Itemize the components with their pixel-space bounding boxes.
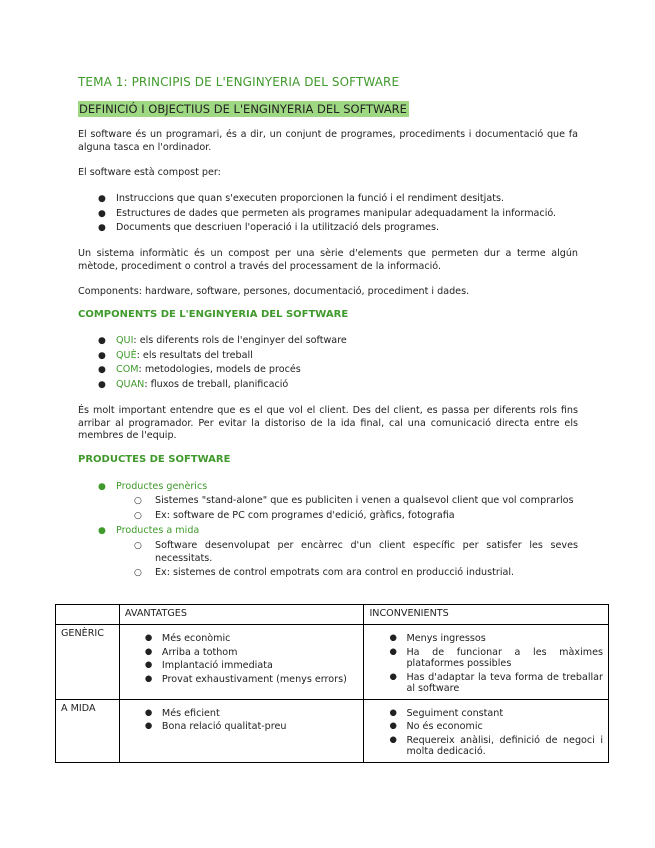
bullet-icon: ● [389,734,397,745]
bullet-icon: ● [98,365,106,375]
bullet-icon: ● [389,646,397,657]
custom-disadvantages-cell [364,699,609,762]
bullet-icon: ● [98,336,106,346]
bullet-icon: ● [144,660,153,670]
list-item: ● QUÈ: els resultats del treball [78,349,347,364]
bullet-icon: ● [144,646,153,657]
generic-disadvantages-cell [364,625,609,700]
list-item: ● Seguiment constant [389,707,504,719]
list-item: ● COM: metodologies, models de procés [78,363,347,378]
bullet-icon: ● [144,721,153,731]
products-custom-sublist [78,540,578,582]
circle-bullet-icon: ○ [134,568,142,578]
row-label-custom: A MIDA [56,699,120,762]
list-item: ● Requereix anàlisi, definició de negoci i molta dedicació. [389,734,603,757]
list-item: ● Bona relació qualitat-preu [144,721,287,732]
list-item: ● Estructures de dades que permeten als programes manipular adequadament la informació. [78,207,556,222]
circle-bullet-icon: ○ [134,496,142,506]
list-item: ○ Sistemes "stand-alone" que es publiciten i venen a qualsevol client que vol comprarlos [134,495,574,506]
bullet-icon: ● [98,194,106,204]
bullet-icon: ● [98,350,106,361]
products-generic-sublist [78,495,578,524]
list-item: ● Menys ingressos [389,633,486,644]
list-item: ○ Software desenvolupat per encàrrec d'un client específic per satisfer les seves necessitats. [134,540,578,564]
composition-list [78,192,556,236]
custom-advantages-cell [119,699,364,762]
bullet-icon: ● [144,707,153,718]
circle-bullet-icon: ○ [134,510,142,521]
paragraph-client-communication: És molt important entendre que es el que vol el client. Des del client, es passa per diferents rols fins arribar al programador. Per evitar la distoriso de la ida final, cal una comunicació directa entre els membres de l'equip. [78,405,578,441]
list-item: ● No és economic [389,721,483,732]
list-item: ● QUAN: fluxos de treball, planificació [78,378,347,393]
bullet-icon: ● [98,482,106,492]
products-custom-item [78,524,199,539]
paragraph-system-definition: Un sistema informàtic és un compost per una sèrie d'elements que permeten dur a terme algún mètode, procediment o control a través del processament de la informació. [78,248,578,272]
list-item: ● Productes a mida [78,524,199,539]
table-header-row [56,605,609,625]
list-item: ● Implantació immediata [144,660,273,671]
components-list [78,334,347,392]
list-item: ● QUI: els diferents rols de l'enginyer del software [78,334,347,349]
list-item: ● Més eficient [144,707,220,719]
bullet-icon: ● [98,526,106,536]
bullet-icon: ● [144,673,153,684]
bullet-icon: ● [144,633,153,643]
products-generic-item [78,480,207,495]
list-item: ● Arriba a tothom [144,646,238,658]
paragraph-composition-intro: El software està compost per: [78,167,221,178]
bullet-icon: ● [389,633,397,643]
list-item: ● Documents que descriuen l'operació i la utilització dels programes. [78,221,556,236]
paragraph-software-definition: El software és un programari, és a dir, un conjunt de programes, procediments i documentació que fa alguna tasca en l'ordinador. [78,129,578,153]
bullet-icon: ● [98,223,106,233]
column-header-disadvantages: INCONVENIENTS [364,605,609,625]
list-item: ● Ha de funcionar a les màximes plataformes possibles [389,646,603,669]
table-row [56,625,609,700]
bullet-icon: ● [98,208,106,219]
bullet-icon: ● [389,721,397,731]
row-label-generic: GENÈRIC [56,625,120,700]
table-corner-cell [56,605,120,625]
list-item: ○ Ex: software de PC com programes d'edició, gràfics, fotografia [134,509,455,521]
list-item: ● Has d'adaptar la teva forma de treballar al software [389,671,603,694]
heading-products: PRODUCTES DE SOFTWARE [78,454,231,465]
circle-bullet-icon: ○ [134,541,142,551]
column-header-advantages: AVANTATGES [119,605,364,625]
table-row [56,699,609,762]
heading-components: COMPONENTS DE L'ENGINYERIA DEL SOFTWARE [78,309,349,320]
bullet-icon: ● [389,671,397,682]
list-item: ● Més econòmic [144,633,231,644]
list-item: ● Productes genèrics [78,480,207,495]
generic-advantages-cell [119,625,364,700]
paragraph-components: Components: hardware, software, persones, documentació, procediment i dades. [78,286,470,297]
list-item: ● Instruccions que quan s'executen proporcionen la funció i el rendiment desitjats. [78,192,556,207]
list-item: ○ Ex: sistemes de control empotrats com ara control en producció industrial. [134,567,515,578]
bullet-icon: ● [389,707,397,718]
bullet-icon: ● [98,379,106,390]
comparison-table [55,604,609,763]
section-heading-definition: DEFINICIÓ I OBJECTIUS DE L'ENGINYERIA DEL SOFTWARE [79,102,407,116]
page-title: TEMA 1: PRINCIPIS DE L'ENGINYERIA DEL SOFTWARE [78,75,400,89]
list-item: ● Provat exhaustivament (menys errors) [144,673,347,685]
